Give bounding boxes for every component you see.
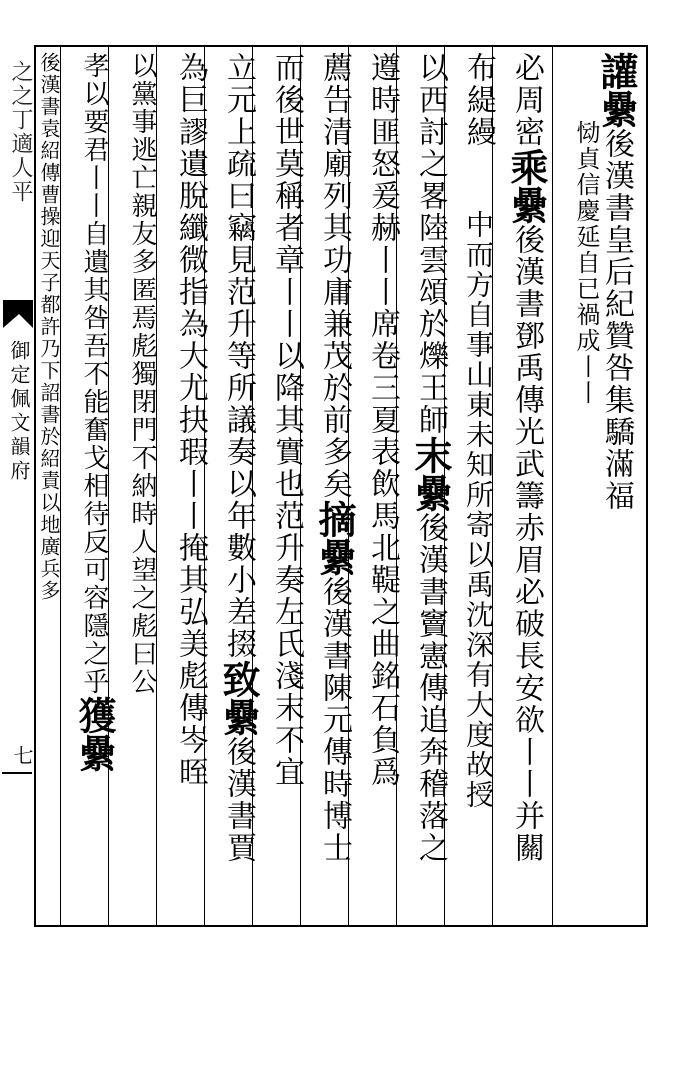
column-divider [552, 47, 553, 925]
text-column-5: 遵時匪怒爰赫丨丨席卷三夏表飲馬北鞮之曲銘石負爲 [365, 52, 400, 788]
text-column-10: 以黨事逃亡親友多匿焉彪獨閉門不納時人望之彪曰公 [127, 52, 157, 696]
text-column-9: 為巨謬遺脫纖微指為大尤抉瑕丨丨掩其弘美彪傳岑晊 [173, 52, 208, 788]
page-number: 七 [10, 745, 34, 765]
frame-right-rule [646, 45, 648, 927]
text-column-3: 布緹縵 [461, 52, 496, 148]
text-column-6: 薦告清廟列其功庸兼茂於前多矣摘纍後漢書陳元傳時博士 [312, 52, 357, 864]
text-column-4: 以西討之畧陸雲頌於爍王師末纍後漢書竇憲傳追奔稽落之 [408, 52, 453, 864]
text-column-1b: 恸貞信慶延自已禍成丨丨 [572, 120, 600, 406]
text-column-3b: 中而方自事山東未知所寄以禹沈深有大度故授 [462, 210, 495, 810]
page-number-rule [2, 772, 32, 774]
frame-top-rule [34, 45, 648, 47]
text-column-12: 後漢書袁紹傳曹操迎天子都許乃下詔書於紹責以地廣兵多 [37, 52, 61, 602]
text-column-11: 孝以要君丨丨自遺其咎吾不能奮戈相待反可容隱之乎獲纍 [72, 52, 117, 772]
book-title: 御定佩文韻府 [7, 340, 31, 484]
text-column-8: 立元上疏曰竊見范升等所議奏以年數小差掇致纍後漢書賈 [216, 52, 261, 864]
fishtail-mark-icon [3, 300, 33, 328]
gutter-top-text: 之之丁適人平 [8, 60, 33, 204]
text-column-1: 讙纍後漢書皇后紀贊咎集驕滿福 [594, 52, 639, 512]
frame-bottom-rule [34, 925, 648, 927]
text-column-2: 必周密乘纍後漢書鄧禹傳光武籌赤眉必破長安欲丨丨并關 [504, 52, 549, 864]
text-column-7: 而後世莫稱者章丨丨以降其實也范升奏左氏淺末不宜 [269, 52, 304, 788]
